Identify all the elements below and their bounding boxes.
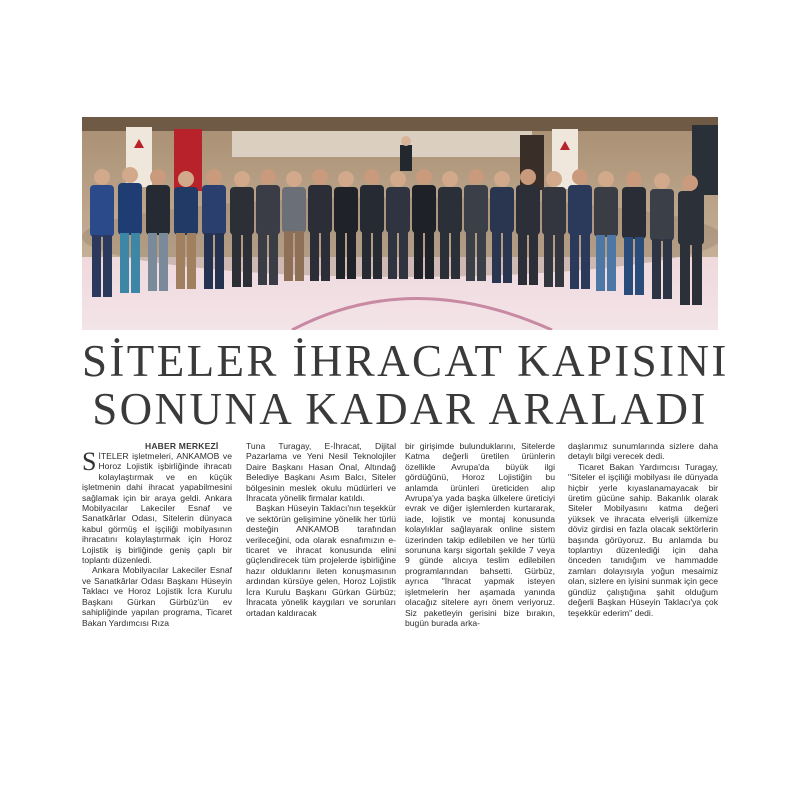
paragraph: bir girişimde bulunduklarını, Sitelerde Katma değerli üretilen ürünlerin özellikle Avrupa'da büyük ilgi gördüğünü, Horoz Lojistiğin bu anlamda ürünleri üreticiden alıp Avrupa'ya yada başka ülkelere üreticiyi evrak ve diğer işlemlerden kurtararak, iade, lojistik ve montaj konusunda kolaylıklar sağlayarak online sistem üzerinden takip edilebilen ve her türlü sorununa karşı sigortalı şekilde 7 veya 9 günde alıcıya teslim edilebilen programlarından bahsetti. Gürbüz, ayrıca "İhracat yapmak isteyen işletmelerin her aşamada yanında olacağız sitelere ayrı önem veriyoruz. Siz paketleyin gerisini bize bırakın, bugün burada arka- <box>405 441 555 628</box>
paragraph: Başkan Hüseyin Taklacı'nın teşekkür ve sektörün gelişimine yönelik her türlü desteğin ANKAMOB tarafından verileceğini, oda olarak esnafımızın e-ticaret ve ihracat konusunda elini güçlendirecek tüm projelerde işbirliğine hazır olduklarını ileten konuşmasının ardından kürsüye gelen, Horoz Lojistik İcra Kurulu Başkanı Gürkan Gürbüz; İhracata yönelik kaygıları ve sorunları ortadan kaldıracak <box>246 503 396 618</box>
text-column-4 <box>568 441 718 618</box>
text-column-2 <box>246 441 396 618</box>
drop-cap: S <box>82 447 97 476</box>
byline: HABER MERKEZİ <box>145 441 219 451</box>
paragraph: Ticaret Bakan Yardımcısı Turagay, "Siteler el işçiliği mobilyası ile dünyada hiçbir yerle kıyaslanamayacak bir üretim gücüne sahip. Bakanlık olarak Siteler Mobilyasını katma değeri yüksek ve ihracata elverişli ülkemize döviz girdisi en fazla olacak sektörlerin başında görüyoruz. Bu anlamda bu toplantıyı düzenlediği için daha önceden tanıdığım ve hammadde zamları dolayısıyla yoğun mesaimiz olan, sizlere en iyisini sunmak için gece gündüz çalıştığına şahit olduğum değerli Başkan Hüseyin Taklacı'ya çok teşekkür ederim" dedi. <box>568 461 718 618</box>
text-column-1 <box>82 447 232 628</box>
paragraph <box>82 447 232 566</box>
text-column-3 <box>405 441 555 628</box>
paragraph: daşlarımız sunumlarında sizlere daha detaylı bilgi verecek dedi. <box>568 441 718 462</box>
article-photo <box>82 117 718 330</box>
paragraph: Ankara Mobilyacılar Lakeciler Esnaf ve Sanatkârlar Odası Başkanı Hüseyin Taklacı ve Horoz Lojistik İcra Kurulu Başkanı Gürkan Gürbüz'ün ev sahipliğinde yapılan programa, Ticaret Bakan Yardımcısı Rıza <box>82 565 232 628</box>
headline-line-1: SİTELER İHRACAT KAPISINI <box>82 336 729 386</box>
paragraph: Tuna Turagay, E-İhracat, Dijital Pazarlama ve Yeni Nesil Teknolojiler Daire Başkanı Hasan Önal, Altındağ Belediye Başkanı Asım Balcı, Siteler bölgesinin meslek okulu müdürleri ve İhracata yönelik firmalar katıldı. <box>246 441 396 504</box>
group-photo-illustration <box>82 117 718 330</box>
headline-line-2: SONUNA KADAR ARALADI <box>92 384 708 434</box>
article-headline <box>82 336 729 434</box>
paragraph-text: İTELER işletmeleri, ANKAMOB ve Horoz Lojistik işbirliğinde ihracatı kolaylaştırmak ve en küçük işletmenin dahi ihracat yapabilmesini sağlamak için bir araya geldi. Ankara Mobilyacılar Lakeciler Esnaf ve Sanatkârlar Odası, Sitelerin dünyaca kabul görmüş el işçiliği mobilyasının ihracatını kolaylaştırmak için Horoz Lojistik iş birliğinde geniş çaplı bir toplantı düzenledi. <box>82 451 232 566</box>
